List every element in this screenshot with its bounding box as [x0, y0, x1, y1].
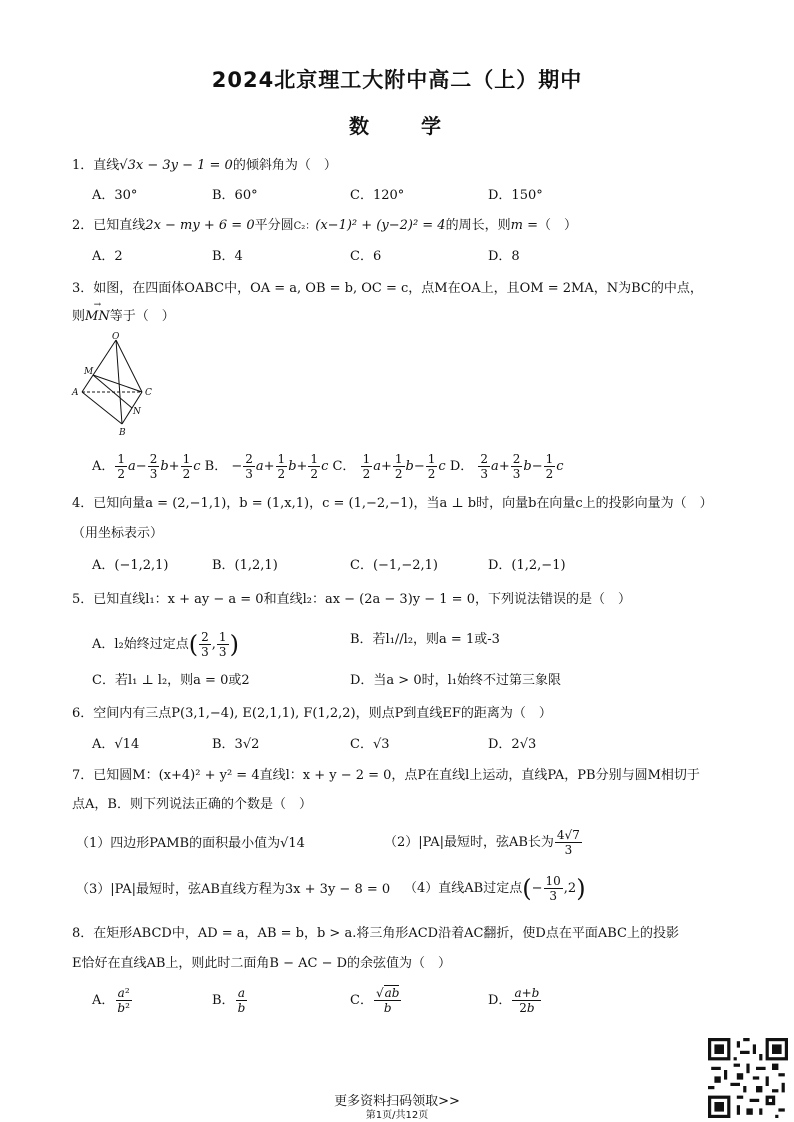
question-8-line-2: E恰好在直线AB上，则此时二面角B − AC − D的余弦值为（ ）	[72, 956, 452, 971]
q1-option-d: D．150°	[488, 188, 543, 203]
edge-ob	[116, 340, 122, 424]
q3-option-d-label: D．	[449, 459, 474, 474]
tetrahedron-figure	[70, 332, 160, 438]
q2-line-expression: 2x − my + 6 = 0	[145, 218, 255, 233]
footer-page-number: 第1页/共12页	[365, 1110, 429, 1121]
q8-option-d: D． $\frac{a+b}{2b}$	[488, 986, 540, 1015]
q6-option-a: A．√14	[92, 737, 140, 752]
q8-option-b-label: B．	[212, 993, 235, 1008]
q7-statement-1: （1）四边形PAMB的面积最小值为√14	[76, 836, 305, 851]
question-number: 7．	[72, 768, 94, 783]
subject-title: 数 学	[349, 114, 445, 138]
question-number: 1．	[72, 158, 94, 173]
edge-oa	[82, 340, 116, 392]
q3-text: 如图，在四面体OABC中，OA = a, OB = b, OC = c，点M在OA上，且OM = 2MA，N为BC的中点，	[93, 281, 703, 296]
question-number: 4．	[72, 496, 94, 511]
q4-option-b: B．(1,2,1)	[212, 558, 278, 573]
q8-option-a: A． $\frac{\text{a²}}{\text{b²}}$	[92, 986, 130, 1015]
q6-text: 空间内有三点P(3,1,−4), E(2,1,1), F(1,2,2)，则点P到直线EF的距离为（ ）	[93, 706, 552, 721]
label-o: O	[112, 332, 120, 342]
q5-option-b: B．若l₁//l₂，则a = 1或-3	[350, 632, 500, 647]
exam-title: 2024北京理工大附中高二（上）期中	[211, 68, 583, 92]
q8-option-c: C． $\frac{√ab}{b}$	[350, 986, 400, 1015]
question-number: 8．	[72, 926, 94, 941]
question-number: 3．	[72, 281, 94, 296]
q7-statement-2-text: （2）|PA|最短时，弦AB长为	[384, 835, 554, 850]
q5-option-a: A．l₂始终过定点( $\frac{2}{3}$ , $\frac{1}{3}$ )	[92, 630, 239, 659]
q2-option-b: B．4	[212, 249, 243, 264]
question-number: 6．	[72, 706, 94, 721]
q3-text-end: 等于（ ）	[109, 309, 175, 324]
q1-option-a: A．30°	[92, 188, 138, 203]
q2-text-end: （ ）	[537, 218, 577, 233]
q7-statement-4: （4）直线AB过定点(− $\frac{10}{3}$ ,2)	[404, 874, 586, 903]
question-3-line-2	[72, 307, 724, 327]
label-c: C	[145, 388, 152, 398]
question-number: 5．	[72, 592, 94, 607]
label-n: N	[133, 407, 141, 417]
q2-m: m =	[510, 218, 538, 233]
q1-option-c: C．120°	[350, 188, 405, 203]
question-8	[72, 924, 724, 944]
q7-statement-2: （2）|PA|最短时，弦AB长为 $\frac{4√7}{3}$	[384, 828, 580, 857]
q3-options-row: A． $\frac{1}{2}$ a− $\frac{2}{3}$ b+ $\frac{1}{2}$ c B． − $\frac{2}{3}$ a+ $\frac{1}{2}$ b+ $\frac{1}{2}$ c C． $\frac{1}{2}$ a+ $\frac{1}{2}$ b− $\frac{1}{2}$ c D． $\frac{2}{3}$ a+ $\frac{2}{3}$ b− $\frac{1}{2}$ c	[92, 452, 564, 481]
q7-statement-4-text: （4）直线AB过定点	[404, 881, 523, 896]
q8-option-d-label: D．	[488, 993, 512, 1008]
question-3	[72, 279, 724, 299]
question-4	[72, 494, 724, 514]
q6-option-c: C．√3	[350, 737, 390, 752]
q3-text: 则	[72, 309, 86, 324]
q2-text: 的周长，则	[445, 218, 511, 233]
q7-text: 已知圆M：(x+4)² + y² = 4直线l：x + y − 2 = 0，点P在直线l上运动，直线PA，PB分别与圆M相切于	[93, 768, 700, 783]
label-b: B	[119, 428, 126, 438]
q8-option-c-label: C．	[350, 993, 373, 1008]
q1-text-end: 的倾斜角为（ ）	[232, 158, 337, 173]
q1-option-b: B．60°	[212, 188, 258, 203]
question-4-line-2: （用坐标表示）	[72, 526, 164, 541]
label-m: M	[84, 367, 94, 377]
footer-more-link[interactable]: 更多资料扫码领取>>	[334, 1094, 460, 1109]
q2-option-d: D．8	[488, 249, 520, 264]
q8-text: 在矩形ABCD中，AD = a，AB = b，b > a.将三角形ACD沿着AC翻折，使D点在平面ABC上的投影	[93, 926, 679, 941]
q5-option-c: C．若l₁ ⊥ l₂，则a = 0或2	[92, 673, 250, 688]
question-2	[72, 216, 724, 237]
q4-option-a: A．(−1,2,1)	[92, 558, 169, 573]
q4-text: 已知向量a = (2,−1,1)，b = (1,x,1)，c = (1,−2,−1)，当a ⊥ b时，向量b在向量c上的投影向量为（ ）	[93, 496, 713, 511]
q5-option-d: D．当a > 0时，l₁始终不过第三象限	[350, 673, 561, 688]
q6-option-d: D．2√3	[488, 737, 537, 752]
q2-circle-name: C₂：	[293, 221, 316, 232]
question-1	[72, 156, 724, 176]
q6-option-b: B．3√2	[212, 737, 260, 752]
edge-ab	[82, 392, 122, 424]
label-a: A	[72, 388, 79, 398]
question-number: 2．	[72, 218, 94, 233]
q1-text: 直线	[93, 158, 120, 173]
q5-text: 已知直线l₁：x + ay − a = 0和直线l₂：ax − (2a − 3)y − 1 = 0，下列说法错误的是（ ）	[93, 592, 631, 607]
question-7-line-2: 点A，B．则下列说法正确的个数是（ ）	[72, 797, 312, 812]
q2-text: 平分圆	[254, 218, 294, 233]
q2-option-c: C．6	[350, 249, 382, 264]
q3-vector-mn: → MN	[85, 307, 110, 327]
q8-option-b: B． $\frac{a}{b}$	[212, 986, 246, 1015]
q3-option-a-label: A．	[92, 459, 115, 474]
q4-option-d: D．(1,2,−1)	[488, 558, 566, 573]
question-6	[72, 704, 724, 724]
q4-option-c: C．(−1,−2,1)	[350, 558, 438, 573]
q3-option-c-label: C．	[332, 459, 356, 474]
q3-option-b-label: B．	[204, 459, 228, 474]
q7-statement-3: （3）|PA|最短时，弦AB直线方程为3x + 3y − 8 = 0	[76, 882, 391, 897]
question-7	[72, 766, 724, 786]
q2-option-a: A．2	[92, 249, 123, 264]
q1-expression: √3x − 3y − 1 = 0	[119, 158, 233, 173]
q5-option-a-text: A．l₂始终过定点	[92, 637, 189, 652]
q8-option-a-label: A．	[92, 993, 115, 1008]
q2-circle-expression: (x−1)² + (y−2)² = 4	[315, 218, 446, 233]
q2-text: 已知直线	[93, 218, 146, 233]
question-5	[72, 590, 724, 610]
